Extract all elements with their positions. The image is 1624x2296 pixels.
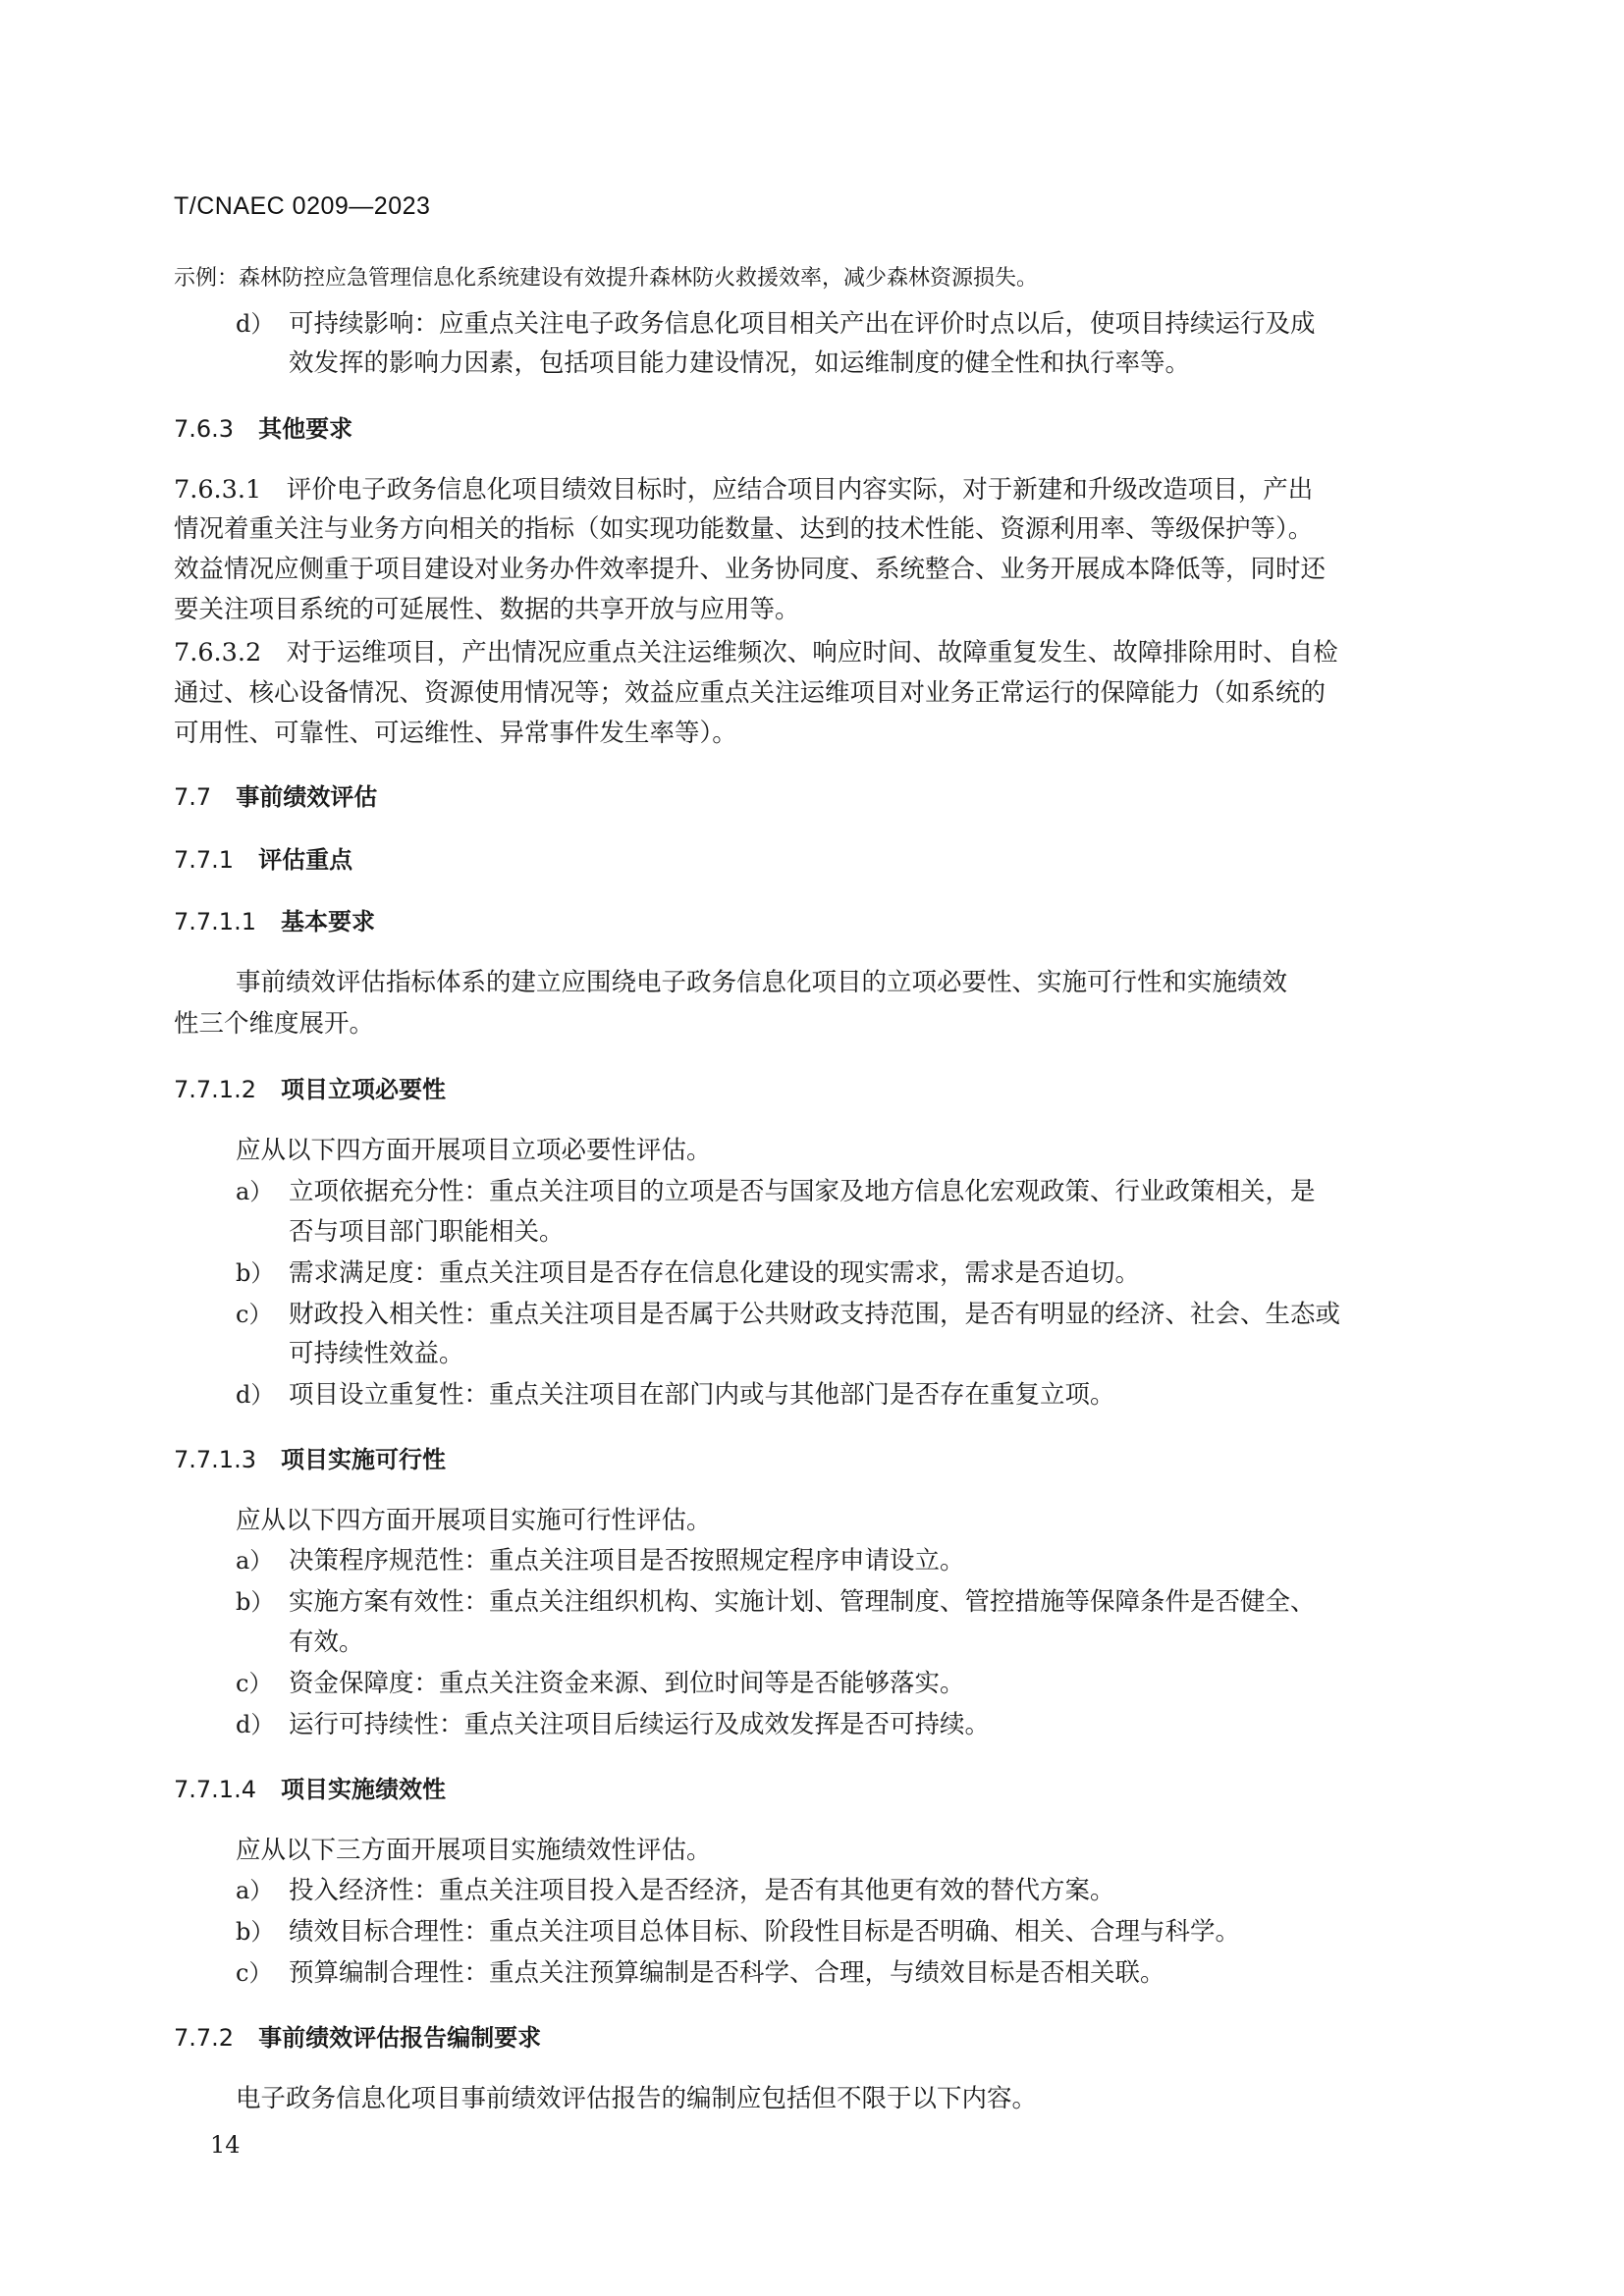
list-marker: b） xyxy=(236,1918,275,1946)
section-heading xyxy=(174,780,377,814)
paragraph-line: 情况着重关注与业务方向相关的指标（如实现功能数量、达到的技术性能、资源利用率、等级保护等）。 xyxy=(174,514,1314,544)
list-marker: a） xyxy=(236,1547,274,1575)
list-item-text: 有效。 xyxy=(289,1628,364,1657)
section-number: 7.7.1.3 xyxy=(174,1446,256,1473)
paragraph-line: 可用性、可靠性、可运维性、异常事件发生率等）。 xyxy=(174,719,737,748)
list-item-text: 需求满足度：重点关注项目是否存在信息化建设的现实需求，需求是否迫切。 xyxy=(289,1258,1141,1288)
list-item-text: 运行可持续性：重点关注项目后续运行及成效发挥是否可持续。 xyxy=(289,1710,991,1739)
list-item-text: 可持续影响：应重点关注电子政务信息化项目相关产出在评价时点以后，使项目持续运行及成 xyxy=(289,309,1316,339)
list-intro: 应从以下三方面开展项目实施绩效性评估。 xyxy=(236,1836,712,1865)
list-item-text: 项目设立重复性：重点关注项目在部门内或与其他部门是否存在重复立项。 xyxy=(289,1380,1115,1410)
list-intro: 应从以下四方面开展项目立项必要性评估。 xyxy=(236,1136,712,1165)
section-title: 项目立项必要性 xyxy=(281,1076,447,1103)
section-title: 事前绩效评估 xyxy=(236,783,378,811)
paragraph-line: 事前绩效评估指标体系的建立应围绕电子政务信息化项目的立项必要性、实施可行性和实施绩效 xyxy=(236,968,1288,997)
list-intro: 应从以下四方面开展项目实施可行性评估。 xyxy=(236,1506,712,1535)
section-number: 7.7.1 xyxy=(174,846,235,874)
section-title: 基本要求 xyxy=(281,908,376,935)
list-marker: a） xyxy=(236,1178,274,1205)
paragraph-line: 要关注项目系统的可延展性、数据的共享开放与应用等。 xyxy=(174,595,800,624)
list-marker: d） xyxy=(236,310,275,338)
list-item-text: 绩效目标合理性：重点关注项目总体目标、阶段性目标是否明确、相关、合理与科学。 xyxy=(289,1917,1241,1947)
section-title: 项目实施可行性 xyxy=(281,1446,447,1473)
section-number: 7.7 xyxy=(174,783,212,811)
paragraph-line: 性三个维度展开。 xyxy=(174,1009,375,1039)
paragraph-line: 效益情况应侧重于项目建设对业务办件效率提升、业务协同度、系统整合、业务开展成本降低等，同时还 xyxy=(174,555,1326,584)
list-item-text: 立项依据充分性：重点关注项目的立项是否与国家及地方信息化宏观政策、行业政策相关，是 xyxy=(289,1177,1316,1206)
list-marker: d） xyxy=(236,1381,275,1409)
paragraph-line: 通过、核心设备情况、资源使用情况等；效益应重点关注运维项目对业务正常运行的保障能力（如系统的 xyxy=(174,678,1326,708)
list-marker: b） xyxy=(236,1588,275,1616)
list-marker: c） xyxy=(236,1959,273,1987)
paragraph-line: 7.6.3.1 评价电子政务信息化项目绩效目标时，应结合项目内容实际，对于新建和升级改造项目，产出 xyxy=(174,475,1314,505)
section-heading xyxy=(174,1073,446,1106)
paragraph-line: 7.6.3.2 对于运维项目，产出情况应重点关注运维频次、响应时间、故障重复发生、故障排除用时、自检 xyxy=(174,638,1338,667)
list-marker: c） xyxy=(236,1301,273,1328)
list-item-text: 效发挥的影响力因素，包括项目能力建设情况，如运维制度的健全性和执行率等。 xyxy=(289,348,1191,378)
list-item-text: 投入经济性：重点关注项目投入是否经济，是否有其他更有效的替代方案。 xyxy=(289,1876,1115,1905)
section-title: 其他要求 xyxy=(258,415,353,443)
list-item-text: 可持续性效益。 xyxy=(289,1339,464,1368)
paragraph-line: 电子政务信息化项目事前绩效评估报告的编制应包括但不限于以下内容。 xyxy=(236,2084,1038,2113)
section-heading xyxy=(174,412,352,446)
list-marker: d） xyxy=(236,1711,275,1738)
section-title: 评估重点 xyxy=(258,846,353,874)
section-heading xyxy=(174,2021,541,2055)
page-number: 14 xyxy=(210,2131,241,2159)
section-number: 7.7.1.4 xyxy=(174,1776,256,1803)
list-item-text: 实施方案有效性：重点关注组织机构、实施计划、管理制度、管控措施等保障条件是否健全、 xyxy=(289,1587,1316,1617)
section-number: 7.7.1.2 xyxy=(174,1076,256,1103)
section-number: 7.6.3 xyxy=(174,415,235,443)
standard-id: T/CNAEC 0209—2023 xyxy=(174,192,431,220)
list-item-text: 财政投入相关性：重点关注项目是否属于公共财政支持范围，是否有明显的经济、社会、生态或 xyxy=(289,1300,1341,1329)
section-heading xyxy=(174,1773,446,1806)
list-item-text: 否与项目部门职能相关。 xyxy=(289,1217,565,1247)
section-title: 项目实施绩效性 xyxy=(281,1776,447,1803)
list-marker: c） xyxy=(236,1670,273,1697)
list-item-text: 资金保障度：重点关注资金来源、到位时间等是否能够落实。 xyxy=(289,1669,965,1698)
list-marker: a） xyxy=(236,1877,274,1904)
list-item-text: 预算编制合理性：重点关注预算编制是否科学、合理，与绩效目标是否相关联。 xyxy=(289,1958,1165,1988)
section-heading xyxy=(174,905,375,938)
section-title: 事前绩效评估报告编制要求 xyxy=(258,2024,542,2052)
example-note: 示例：森林防控应急管理信息化系统建设有效提升森林防火救援效率，减少森林资源损失。 xyxy=(174,266,1039,291)
section-number: 7.7.2 xyxy=(174,2024,235,2052)
list-marker: b） xyxy=(236,1259,275,1287)
section-number: 7.7.1.1 xyxy=(174,908,256,935)
section-heading xyxy=(174,1443,446,1476)
section-heading xyxy=(174,843,352,877)
list-item-text: 决策程序规范性：重点关注项目是否按照规定程序申请设立。 xyxy=(289,1546,965,1575)
